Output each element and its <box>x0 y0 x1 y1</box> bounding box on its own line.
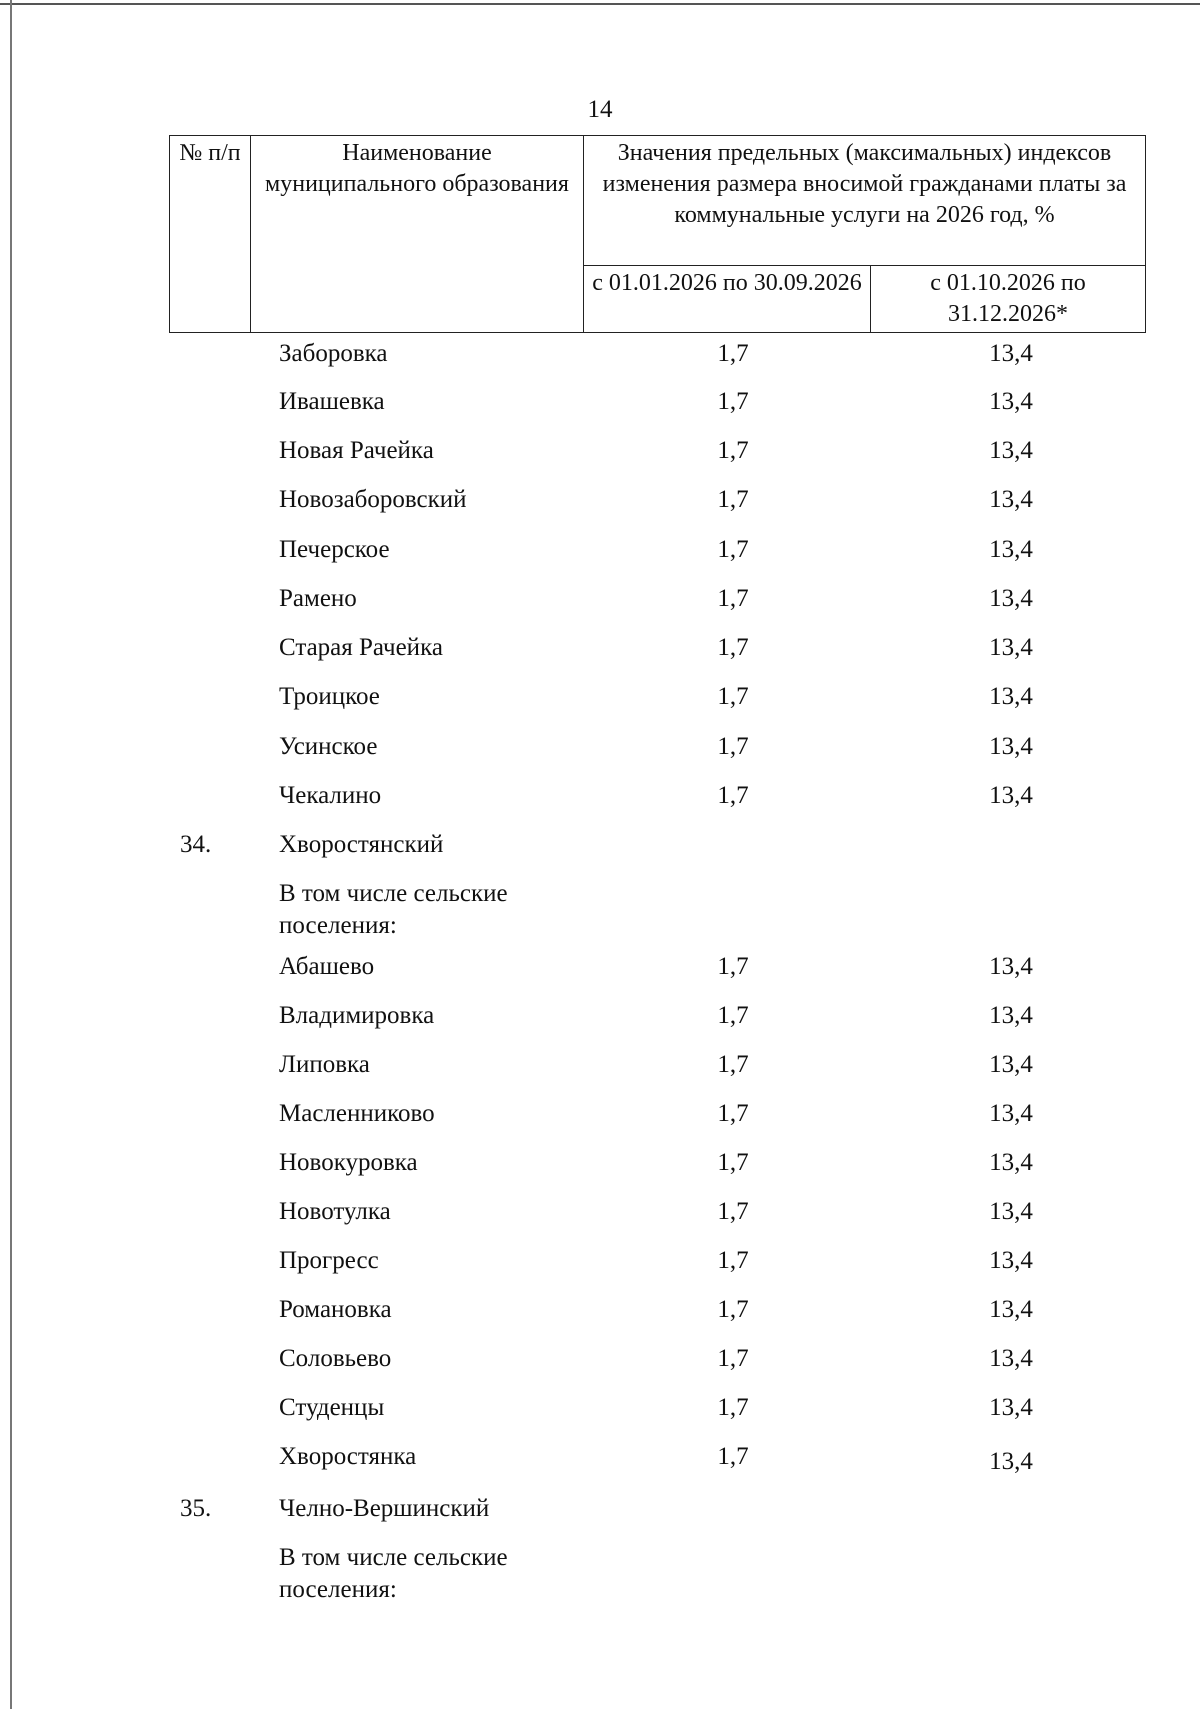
table-row <box>0 534 1200 574</box>
table-row <box>0 1441 1200 1481</box>
rural-settlements-label: В том числе сельские поселения: <box>279 880 508 939</box>
table-row <box>0 1343 1200 1383</box>
value-period-1: 1,7 <box>717 437 749 464</box>
settlement-name: Соловьево <box>279 1345 392 1372</box>
settlement-name: Печерское <box>279 536 390 563</box>
value-period-2: 13,4 <box>989 1247 1033 1274</box>
table-row <box>0 338 1200 378</box>
table-row <box>0 1147 1200 1187</box>
district-name: Хворостянский <box>279 831 444 858</box>
value-period-2: 13,4 <box>989 1100 1033 1127</box>
district-row <box>0 1493 1200 1533</box>
table-row <box>0 1049 1200 1089</box>
value-period-2: 13,4 <box>989 437 1033 464</box>
value-period-2: 13,4 <box>989 733 1033 760</box>
table-row <box>0 583 1200 623</box>
settlement-name: Новотулка <box>279 1198 391 1225</box>
table-row <box>0 1000 1200 1040</box>
value-period-1: 1,7 <box>717 1247 749 1274</box>
value-period-1: 1,7 <box>717 340 749 367</box>
settlement-name: Студенцы <box>279 1394 385 1421</box>
value-period-1: 1,7 <box>717 1100 749 1127</box>
value-period-2: 13,4 <box>989 683 1033 710</box>
value-period-1: 1,7 <box>717 1296 749 1323</box>
table-row <box>0 951 1200 991</box>
header-num-column: № п/п <box>170 136 251 333</box>
rural-settlements-label: В том числе сельские поселения: <box>279 1544 508 1603</box>
header-period-1: с 01.01.2026 по 30.09.2026 <box>584 265 871 332</box>
value-period-2: 13,4 <box>989 1345 1033 1372</box>
settlement-name: Старая Рачейка <box>279 634 443 661</box>
value-period-2: 13,4 <box>989 1051 1033 1078</box>
settlement-name: Масленниково <box>279 1100 435 1127</box>
value-period-1: 1,7 <box>717 388 749 415</box>
value-period-1: 1,7 <box>717 733 749 760</box>
settlement-name: Заборовка <box>279 340 388 367</box>
value-period-1: 1,7 <box>717 1051 749 1078</box>
header-period-2: с 01.10.2026 по 31.12.2026* <box>871 265 1146 332</box>
table-row <box>0 1392 1200 1432</box>
value-period-2: 13,4 <box>989 634 1033 661</box>
settlement-name: Хворостянка <box>279 1443 417 1470</box>
table-row <box>0 1098 1200 1138</box>
value-period-1: 1,7 <box>717 486 749 513</box>
settlement-name: Абашево <box>279 953 375 980</box>
value-period-2: 13,4 <box>989 782 1033 809</box>
value-period-2: 13,4 <box>989 585 1033 612</box>
value-period-2: 13,4 <box>989 536 1033 563</box>
value-period-2: 13,4 <box>989 1149 1033 1176</box>
table-row <box>0 435 1200 475</box>
value-period-1: 1,7 <box>717 536 749 563</box>
value-period-1: 1,7 <box>717 782 749 809</box>
district-number: 35. <box>180 1495 212 1522</box>
settlement-name: Троицкое <box>279 683 380 710</box>
value-period-2: 13,4 <box>989 388 1033 415</box>
settlement-name: Липовка <box>279 1051 370 1078</box>
value-period-1: 1,7 <box>717 683 749 710</box>
settlement-name: Прогресс <box>279 1247 379 1274</box>
table-row <box>0 1294 1200 1334</box>
table-row <box>0 1196 1200 1236</box>
value-period-2: 13,4 <box>989 486 1033 513</box>
value-period-2: 13,4 <box>989 340 1033 367</box>
settlement-name: Ивашевка <box>279 388 385 415</box>
value-period-2: 13,4 <box>989 1394 1033 1421</box>
value-period-1: 1,7 <box>717 1345 749 1372</box>
settlement-name: Владимировка <box>279 1002 435 1029</box>
value-period-1: 1,7 <box>717 953 749 980</box>
settlement-name: Чекалино <box>279 782 382 809</box>
table-row <box>0 780 1200 820</box>
value-period-1: 1,7 <box>717 1394 749 1421</box>
value-period-1: 1,7 <box>717 634 749 661</box>
header-values-column: Значения предельных (максимальных) индексов изменения размера вносимой гражданами платы за коммунальные услуги на 2026 год, % <box>584 136 1146 266</box>
value-period-2: 13,4 <box>989 953 1033 980</box>
value-period-1: 1,7 <box>717 1443 749 1470</box>
settlement-name: Новозаборовский <box>279 486 467 513</box>
header-name-column: Наименование муниципального образования <box>251 136 584 333</box>
table-row <box>0 1245 1200 1285</box>
value-period-1: 1,7 <box>717 585 749 612</box>
value-period-2: 13,4 <box>989 1198 1033 1225</box>
table-row <box>0 484 1200 524</box>
table-row <box>0 386 1200 426</box>
value-period-2: 13,4 <box>989 1296 1033 1323</box>
settlement-name: Романовка <box>279 1296 392 1323</box>
value-period-2: 13,4 <box>989 1448 1033 1475</box>
settlement-name: Новокуровка <box>279 1149 418 1176</box>
value-period-1: 1,7 <box>717 1149 749 1176</box>
table-row <box>0 681 1200 721</box>
table-row <box>0 731 1200 771</box>
district-name: Челно-Вершинский <box>279 1495 490 1522</box>
district-number: 34. <box>180 831 212 858</box>
value-period-1: 1,7 <box>717 1198 749 1225</box>
value-period-1: 1,7 <box>717 1002 749 1029</box>
settlement-name: Рамено <box>279 585 357 612</box>
settlement-name: Усинское <box>279 733 378 760</box>
district-row <box>0 829 1200 869</box>
settlement-name: Новая Рачейка <box>279 437 434 464</box>
table-row <box>0 632 1200 672</box>
page-number: 14 <box>587 96 613 123</box>
value-period-2: 13,4 <box>989 1002 1033 1029</box>
